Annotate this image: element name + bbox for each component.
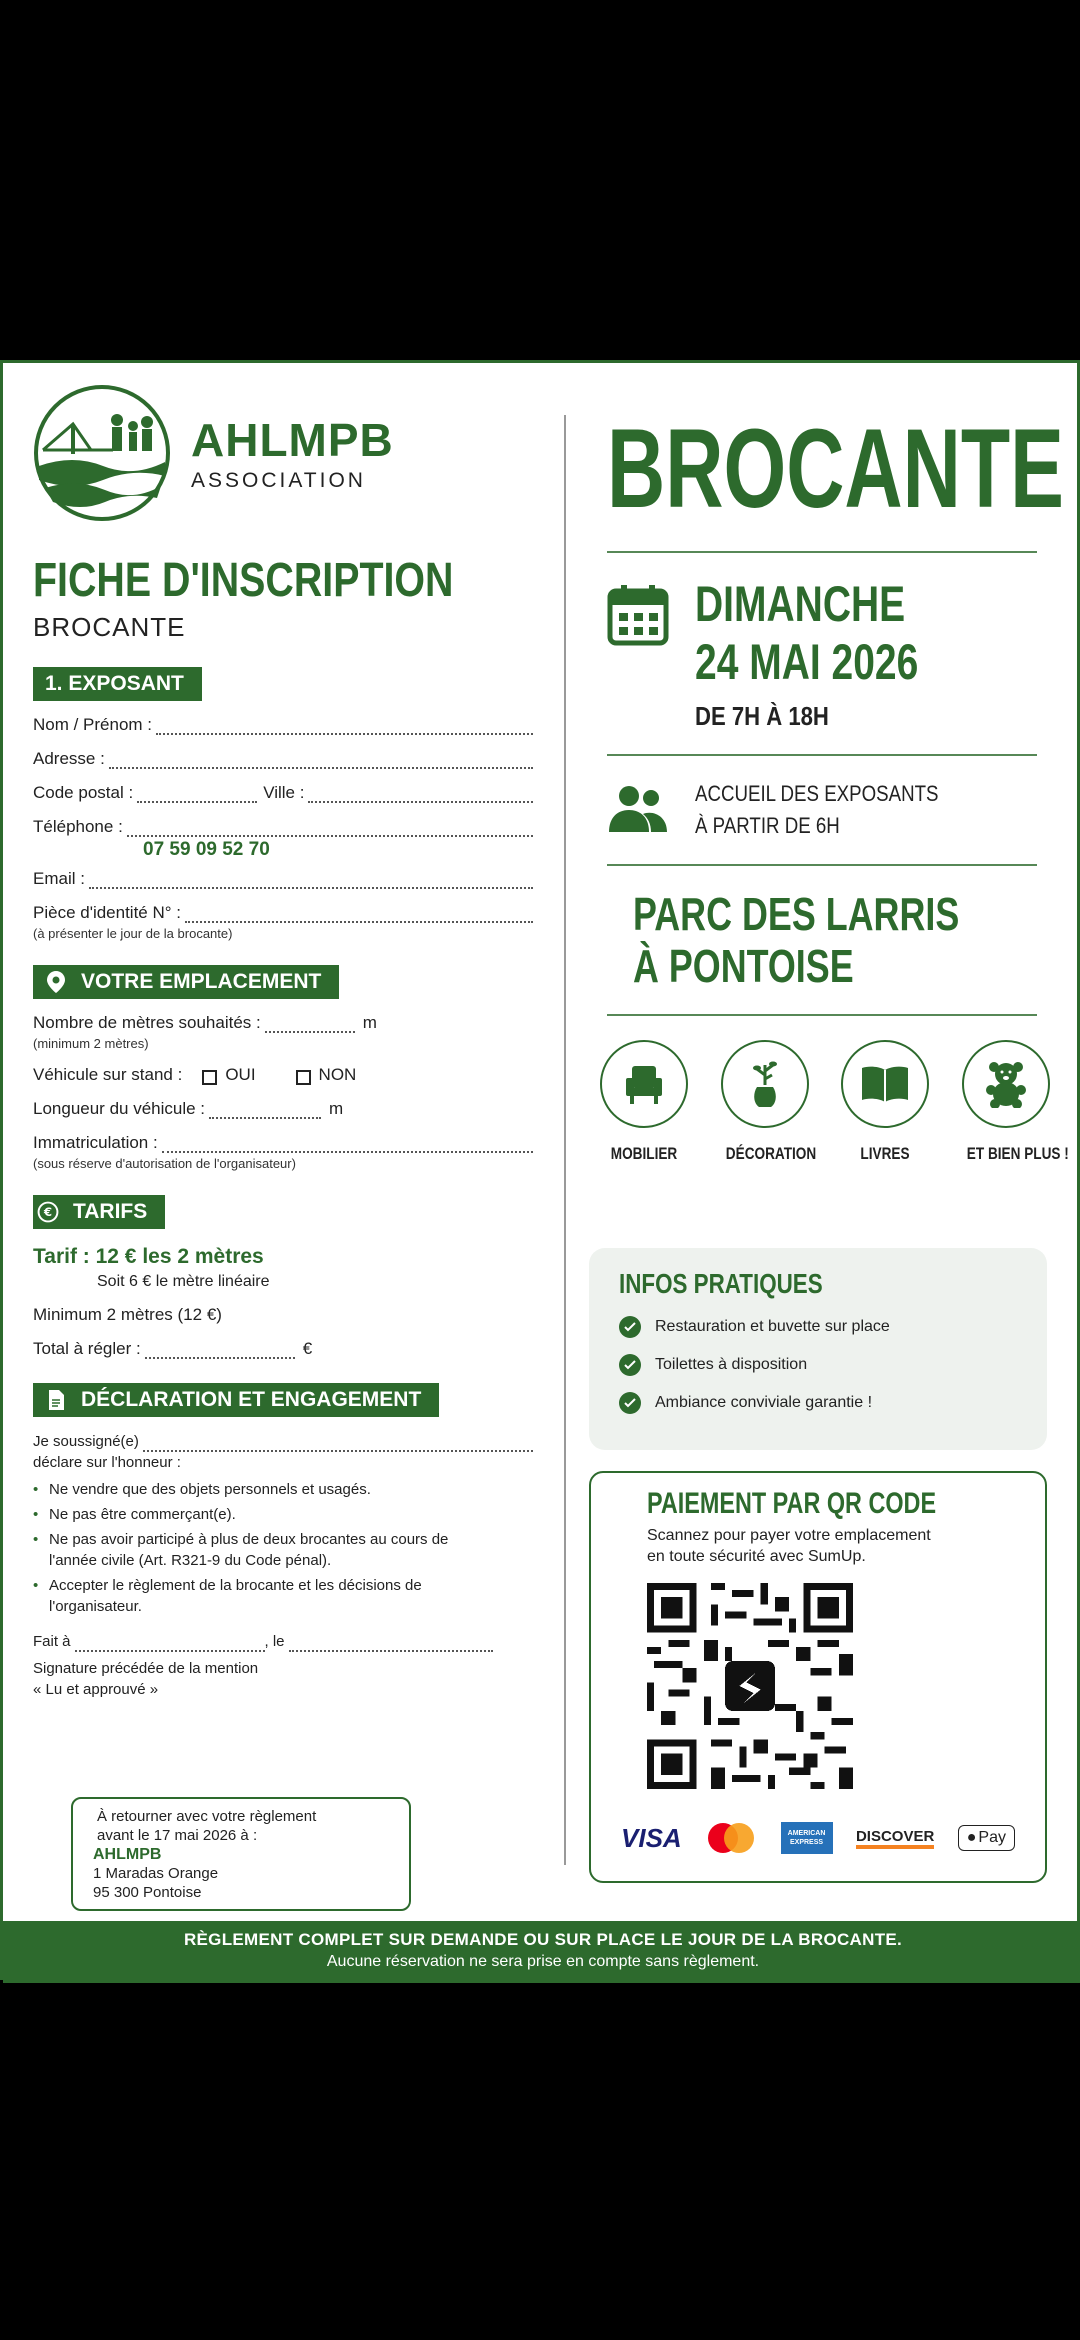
je-label: Je soussigné(e) xyxy=(33,1433,139,1450)
apple-icon: ● xyxy=(966,1829,977,1846)
soussigne-line[interactable] xyxy=(143,1440,533,1452)
declaration-header-label: DÉCLARATION ET ENGAGEMENT xyxy=(81,1388,422,1411)
piece-note: (à présenter le jour de la brocante) xyxy=(33,926,233,941)
longueur-field[interactable] xyxy=(33,1099,533,1119)
vase-plant-icon xyxy=(721,1040,809,1128)
infos-pratiques-box xyxy=(589,1248,1047,1450)
code-ville-field[interactable] xyxy=(33,783,533,803)
category-label: LIVRES xyxy=(860,1144,910,1163)
adresse-field[interactable] xyxy=(33,749,533,769)
metres-unit: m xyxy=(362,1013,377,1032)
svg-text:€: € xyxy=(43,1204,53,1219)
form-title: FICHE D'INSCRIPTION xyxy=(33,554,454,607)
category-livres xyxy=(836,1040,934,1164)
immat-label: Immatriculation : xyxy=(33,1133,158,1152)
total-unit: € xyxy=(302,1339,313,1358)
payment-title: PAIEMENT PAR QR CODE xyxy=(647,1487,937,1520)
infos-item-label: Ambiance conviviale garantie ! xyxy=(655,1394,873,1411)
association-logo-icon xyxy=(33,384,171,522)
event-date: 24 MAI 2026 xyxy=(695,634,919,690)
signature-line2: « Lu et approuvé » xyxy=(33,1681,159,1698)
vehicule-label: Véhicule sur stand : xyxy=(33,1065,183,1084)
soussigne-field[interactable] xyxy=(33,1431,533,1452)
event-title: BROCANTE xyxy=(607,406,1064,531)
fait-label: Fait à xyxy=(33,1633,71,1650)
signature-line1: Signature précédée de la mention xyxy=(33,1660,259,1677)
metres-line[interactable] xyxy=(265,1019,355,1033)
ville-line[interactable] xyxy=(308,789,533,803)
fait-field[interactable] xyxy=(33,1631,533,1652)
longueur-line[interactable] xyxy=(209,1105,321,1119)
ville-label: Ville : xyxy=(263,783,305,802)
declare-label: déclare sur l'honneur : xyxy=(33,1454,181,1471)
date-block xyxy=(607,575,1037,732)
metres-field[interactable] xyxy=(33,1013,533,1033)
accueil-block xyxy=(607,778,1037,842)
tarif-main: Tarif : 12 € les 2 mètres xyxy=(33,1245,264,1268)
immat-field[interactable] xyxy=(33,1133,533,1153)
check-icon xyxy=(619,1354,641,1376)
tarif-minimum xyxy=(33,1305,533,1325)
email-line[interactable] xyxy=(89,875,533,889)
email-field[interactable] xyxy=(33,869,533,889)
emplacement-header-label: VOTRE EMPLACEMENT xyxy=(81,970,322,993)
le-line[interactable] xyxy=(289,1640,493,1652)
org-subtitle: ASSOCIATION xyxy=(191,469,366,492)
event-day: DIMANCHE xyxy=(695,576,906,632)
payment-box xyxy=(589,1471,1047,1883)
infos-item xyxy=(619,1354,1017,1376)
vehicule-field xyxy=(33,1065,533,1085)
form-column xyxy=(33,383,533,1700)
return-address-box xyxy=(71,1797,411,1911)
categories xyxy=(595,1040,1069,1164)
return-org: AHLMPB xyxy=(93,1846,162,1863)
payment-sub1: Scannez pour payer votre emplacement xyxy=(647,1527,931,1544)
category-mobilier xyxy=(595,1040,693,1164)
minimum-label: Minimum 2 mètres (12 €) xyxy=(33,1305,222,1324)
tarifs-header-label: TARIFS xyxy=(73,1200,148,1223)
fait-line[interactable] xyxy=(75,1640,265,1652)
total-label: Total à régler : xyxy=(33,1339,141,1358)
people-icon xyxy=(607,784,669,834)
category-label: ET BIEN PLUS ! xyxy=(966,1144,1069,1163)
apple-pay-logo xyxy=(958,1825,1015,1851)
phone-number: 07 59 09 52 70 xyxy=(143,839,270,860)
infos-item xyxy=(619,1316,1017,1338)
form-subtitle: BROCANTE xyxy=(33,612,186,642)
adresse-label: Adresse : xyxy=(33,749,105,768)
immat-note: (sous réserve d'autorisation de l'organisateur) xyxy=(33,1156,296,1171)
divider xyxy=(607,754,1037,756)
declaration-item: • Ne pas être commerçant(e). xyxy=(33,1504,533,1525)
declaration-item: • Accepter le règlement de la brocante et les décisions de l'organisateur. xyxy=(33,1575,443,1617)
place-line2: À PONTOISE xyxy=(633,940,854,992)
return-line1: À retourner avec votre règlement xyxy=(97,1808,317,1825)
calendar-icon xyxy=(607,583,669,647)
book-icon xyxy=(841,1040,929,1128)
declaration-item: • Ne vendre que des objets personnels et usagés. xyxy=(33,1479,533,1500)
footer-line2: Aucune réservation ne sera prise en compte sans règlement. xyxy=(326,1953,760,1970)
mastercard-icon xyxy=(705,1821,757,1855)
telephone-label: Téléphone : xyxy=(33,817,123,836)
adresse-line[interactable] xyxy=(109,755,533,769)
footer-line1: RÈGLEMENT COMPLET SUR DEMANDE OU SUR PLACE LE JOUR DE LA BROCANTE. xyxy=(183,1930,903,1949)
non-label: NON xyxy=(318,1065,357,1084)
teddy-bear-icon xyxy=(962,1040,1050,1128)
total-field[interactable] xyxy=(33,1339,533,1359)
total-line[interactable] xyxy=(145,1345,295,1359)
document-icon xyxy=(45,1389,67,1411)
tarif-sub: Soit 6 € le mètre linéaire xyxy=(97,1273,270,1290)
nom-label: Nom / Prénom : xyxy=(33,715,153,734)
apple-pay-label: Pay xyxy=(978,1829,1006,1846)
category-label: MOBILIER xyxy=(610,1144,678,1163)
check-icon xyxy=(619,1316,641,1338)
discover-logo: DISCOVER xyxy=(856,1828,934,1849)
registration-flyer xyxy=(0,360,1080,1980)
category-label: DÉCORATION xyxy=(725,1144,816,1163)
event-column xyxy=(607,383,1069,1164)
email-label: Email : xyxy=(33,869,85,888)
check-icon xyxy=(619,1392,641,1414)
longueur-label: Longueur du véhicule : xyxy=(33,1099,206,1118)
place-line1: PARC DES LARRIS xyxy=(633,888,960,940)
logo xyxy=(33,383,533,523)
immat-line[interactable] xyxy=(162,1139,533,1153)
oui-label: OUI xyxy=(225,1065,256,1084)
declaration-item: • Ne pas avoir participé à plus de deux brocantes au cours de l'année civile (Art. R321-9 du Code pénal). xyxy=(33,1529,473,1571)
emplacement-header xyxy=(33,965,339,999)
exposant-header xyxy=(33,667,202,701)
amex-logo: AMERICAN EXPRESS xyxy=(781,1822,833,1854)
piece-line[interactable] xyxy=(185,909,533,923)
infos-title: INFOS PRATIQUES xyxy=(619,1268,823,1299)
declaration-list xyxy=(33,1479,533,1617)
declaration-header xyxy=(33,1383,439,1417)
tarifs-header xyxy=(33,1195,165,1229)
payment-sub2: en toute sécurité avec SumUp. xyxy=(647,1548,866,1565)
divider xyxy=(607,551,1037,553)
oui-checkbox[interactable] xyxy=(202,1070,217,1085)
declaration-body xyxy=(33,1431,533,1700)
piece-field[interactable] xyxy=(33,903,533,923)
piece-label: Pièce d'identité N° : xyxy=(33,903,182,922)
column-divider xyxy=(564,415,566,1865)
infos-item xyxy=(619,1392,1017,1414)
infos-item-label: Restauration et buvette sur place xyxy=(655,1318,890,1335)
metres-label: Nombre de mètres souhaités : xyxy=(33,1013,261,1032)
place-block xyxy=(607,888,1037,992)
return-addr1: 1 Maradas Orange xyxy=(93,1865,219,1882)
nom-field[interactable] xyxy=(33,715,533,735)
non-checkbox[interactable] xyxy=(296,1070,311,1085)
accueil-line1: ACCUEIL DES EXPOSANTS xyxy=(695,781,939,806)
category-decoration xyxy=(716,1040,814,1164)
armchair-icon xyxy=(600,1040,688,1128)
visa-logo: VISA xyxy=(621,1822,682,1853)
accueil-line2: À PARTIR DE 6H xyxy=(695,813,840,838)
category-plus xyxy=(957,1040,1069,1164)
code-postal-label: Code postal : xyxy=(33,783,134,802)
return-addr2: 95 300 Pontoise xyxy=(93,1884,202,1901)
location-pin-icon xyxy=(45,971,67,993)
nom-line[interactable] xyxy=(156,721,533,735)
org-name: AHLMPB xyxy=(191,414,394,466)
return-line2: avant le 17 mai 2026 à : xyxy=(97,1827,258,1844)
qr-code[interactable] xyxy=(647,1583,853,1789)
divider xyxy=(607,1014,1037,1016)
exposant-header-label: 1. EXPOSANT xyxy=(45,672,184,695)
code-postal-line[interactable] xyxy=(137,789,257,803)
telephone-field[interactable] xyxy=(33,817,533,837)
le-label: , le xyxy=(264,1633,285,1650)
longueur-unit: m xyxy=(329,1099,344,1118)
footer-banner xyxy=(3,1921,1080,1983)
divider xyxy=(607,864,1037,866)
infos-item-label: Toilettes à disposition xyxy=(655,1356,808,1373)
telephone-line[interactable] xyxy=(127,823,533,837)
event-hours: DE 7H À 18H xyxy=(695,701,829,731)
euro-icon xyxy=(37,1201,59,1223)
payment-logos xyxy=(621,1821,1015,1855)
metres-note: (minimum 2 mètres) xyxy=(33,1036,149,1051)
